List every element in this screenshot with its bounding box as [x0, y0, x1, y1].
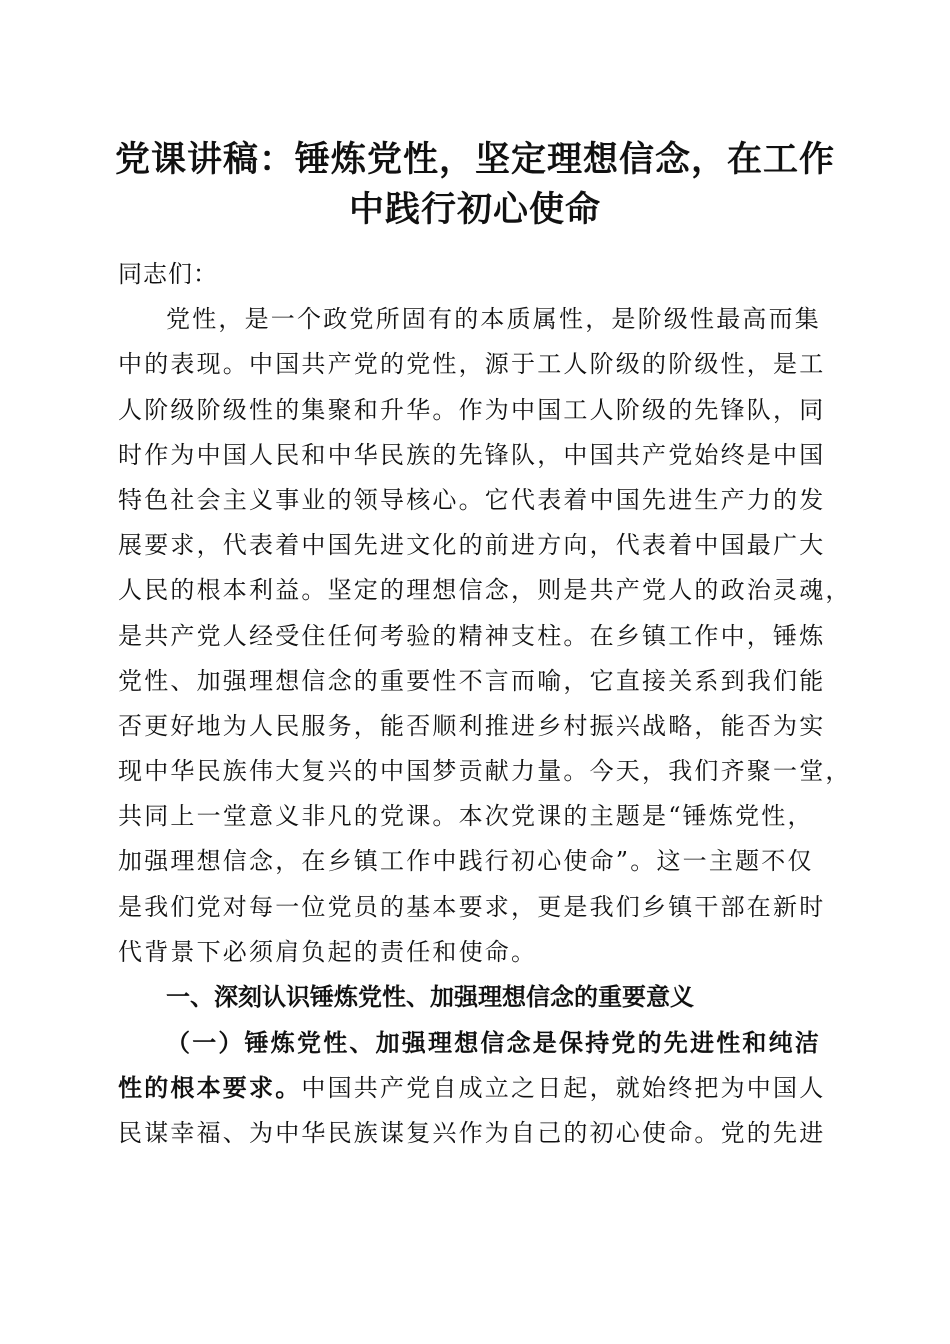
- paragraph-line: 共同上一堂意义非凡的党课。本次党课的主题是“锤炼党性，: [118, 802, 814, 831]
- paragraph-line: 特色社会主义事业的领导核心。它代表着中国先进生产力的发: [118, 485, 826, 514]
- paragraph-line: 中的表现。中国共产党的党性，源于工人阶级的阶级性，是工: [118, 350, 826, 379]
- paragraph-line: 民谋幸福、为中华民族谋复兴作为自己的初心使命。党的先进: [118, 1118, 826, 1147]
- subsection-heading: （一）锤炼党性、加强理想信念是保持党的先进性和纯洁: [166, 1028, 821, 1058]
- paragraph-line: 人民的根本利益。坚定的理想信念，则是共产党人的政治灵魂，: [118, 576, 852, 605]
- subsection-heading-end: 性的根本要求。: [118, 1073, 302, 1103]
- paragraph-line: 是共产党人经受住任何考验的精神支柱。在乡镇工作中，锤炼: [118, 621, 826, 650]
- paragraph-line: 时作为中国人民和中华民族的先锋队，中国共产党始终是中国: [118, 440, 826, 469]
- paragraph-line: 加强理想信念，在乡镇工作中践行初心使命”。这一主题不仅: [118, 847, 814, 876]
- title-line-2: 中践行初心使命: [348, 189, 601, 230]
- paragraph-line: 代背景下必须肩负起的责任和使命。: [118, 937, 538, 966]
- paragraph-line: 否更好地为人民服务，能否顺利推进乡村振兴战略，能否为实: [118, 711, 826, 740]
- document-body: [118, 252, 852, 1156]
- paragraph-line: 展要求，代表着中国先进文化的前进方向，代表着中国最广大: [118, 531, 826, 560]
- paragraph-text: 中国共产党自成立之日起，就始终把为中国人: [301, 1074, 826, 1103]
- section-heading-1: 一、深刻认识锤炼党性、加强理想信念的重要意义: [166, 983, 694, 1011]
- paragraph-line: 党性、加强理想信念的重要性不言而喻，它直接关系到我们能: [118, 666, 826, 695]
- paragraph-line: [118, 1065, 834, 1110]
- document-title: [110, 135, 840, 235]
- greeting: 同志们：: [118, 260, 218, 288]
- title-line-1: 党课讲稿：锤炼党性，坚定理想信念，在工作: [114, 139, 835, 180]
- paragraph-line: 党性，是一个政党所固有的本质属性，是阶级性最高而集: [166, 305, 821, 334]
- paragraph-line: 人阶级阶级性的集聚和升华。作为中国工人阶级的先锋队，同: [118, 395, 826, 424]
- subsection-1: [118, 1020, 834, 1156]
- paragraph-line: 是我们党对每一位党员的基本要求，更是我们乡镇干部在新时: [118, 892, 826, 921]
- paragraph-line: 现中华民族伟大复兴的中国梦贡献力量。今天，我们齐聚一堂，: [118, 757, 852, 786]
- paragraph-1: [118, 297, 852, 975]
